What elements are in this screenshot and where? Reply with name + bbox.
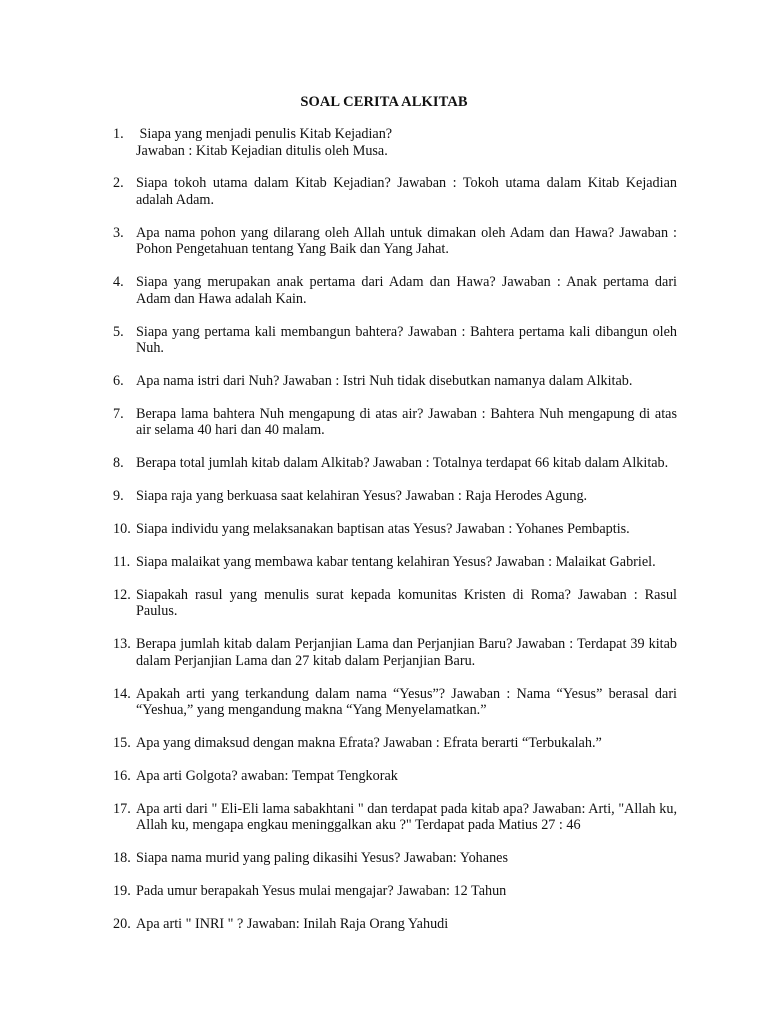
- item-text: Berapa jumlah kitab dalam Perjanjian Lama dan Perjanjian Baru? Jawaban : Terdapat 39 kitab dalam Perjanjian Lama dan 27 kitab dalam Perjanjian Baru.: [136, 636, 677, 669]
- list-item: [113, 455, 677, 472]
- question-list: [113, 126, 677, 949]
- item-number: 11.: [113, 553, 131, 570]
- item-text: Apa arti dari " Eli-Eli lama sabakhtani " dan terdapat pada kitab apa? Jawaban: Arti, "Allah ku, Allah ku, mengapa engkau meninggalkan aku ?" Terdapat pada Matius 27 : 46: [136, 800, 677, 834]
- item-text: Siapa yang pertama kali membangun bahtera? Jawaban : Bahtera pertama kali dibangun oleh Nuh.: [136, 323, 677, 357]
- item-text: Siapa individu yang melaksanakan baptisan atas Yesus? Jawaban : Yohanes Pembaptis.: [136, 521, 630, 538]
- item-text: Pada umur berapakah Yesus mulai mengajar? Jawaban: 12 Tahun: [136, 883, 507, 900]
- item-number: 12.: [113, 586, 131, 603]
- list-item: [113, 916, 677, 933]
- item-number: 2.: [113, 175, 124, 192]
- item-text: Apa yang dimaksud dengan makna Efrata? Jawaban : Efrata berarti “Terbukalah.”: [136, 734, 602, 751]
- list-item: [113, 768, 677, 785]
- list-item: [113, 225, 677, 258]
- item-number: 1.: [113, 126, 124, 142]
- list-item: [113, 801, 677, 834]
- item-text: Siapa yang menjadi penulis Kitab Kejadian?: [136, 126, 393, 142]
- item-text: Siapa malaikat yang membawa kabar tentang kelahiran Yesus? Jawaban : Malaikat Gabriel.: [136, 553, 656, 570]
- list-item: [113, 324, 677, 357]
- item-text: Apa arti " INRI " ? Jawaban: Inilah Raja Orang Yahudi: [136, 915, 449, 932]
- item-number: 17.: [113, 800, 131, 817]
- item-number: 13.: [113, 636, 131, 653]
- item-number: 9.: [113, 488, 124, 505]
- list-item: [113, 126, 677, 159]
- item-number: 18.: [113, 850, 131, 867]
- item-number: 4.: [113, 274, 124, 291]
- document-title: SOAL CERITA ALKITAB: [300, 94, 468, 110]
- item-number: 3.: [113, 224, 124, 241]
- item-text: Siapa tokoh utama dalam Kitab Kejadian? Jawaban : Tokoh utama dalam Kitab Kejadian adalah Adam.: [136, 175, 677, 208]
- list-item: [113, 274, 677, 307]
- item-text: Apakah arti yang terkandung dalam nama “Yesus”? Jawaban : Nama “Yesus” berasal dari “Yeshua,” yang mengandung makna “Yang Menyelamatkan.”: [136, 685, 677, 719]
- list-item: [113, 488, 677, 505]
- item-text: Apa nama istri dari Nuh? Jawaban : Istri Nuh tidak disebutkan namanya dalam Alkitab.: [136, 372, 633, 389]
- item-text: Siapakah rasul yang menulis surat kepada komunitas Kristen di Roma? Jawaban : Rasul Paulus.: [136, 586, 677, 620]
- item-number: 19.: [113, 883, 131, 900]
- item-number: 14.: [113, 685, 131, 702]
- list-item: [113, 636, 677, 669]
- item-number: 20.: [113, 915, 131, 932]
- item-number: 10.: [113, 521, 131, 538]
- item-text: Siapa raja yang berkuasa saat kelahiran Yesus? Jawaban : Raja Herodes Agung.: [136, 488, 588, 505]
- item-text: Berapa lama bahtera Nuh mengapung di atas air? Jawaban : Bahtera Nuh mengapung di atas air selama 40 hari dan 40 malam.: [136, 405, 677, 439]
- item-number: 6.: [113, 372, 124, 389]
- item-text: Apa nama pohon yang dilarang oleh Allah untuk dimakan oleh Adam dan Hawa? Jawaban : Pohon Pengetahuan tentang Yang Baik dan Yang Jahat.: [136, 224, 677, 258]
- list-item: [113, 850, 677, 867]
- item-number: 15.: [113, 734, 131, 751]
- item-text: Berapa total jumlah kitab dalam Alkitab? Jawaban : Totalnya terdapat 66 kitab dalam Alkitab.: [136, 455, 669, 472]
- item-number: 7.: [113, 405, 124, 422]
- list-item: [113, 735, 677, 752]
- list-item: [113, 406, 677, 439]
- list-item: [113, 686, 677, 719]
- list-item: [113, 521, 677, 538]
- item-number: 5.: [113, 323, 124, 340]
- item-text: Siapa nama murid yang paling dikasihi Yesus? Jawaban: Yohanes: [136, 850, 508, 867]
- list-item: [113, 587, 677, 620]
- item-answer: Jawaban : Kitab Kejadian ditulis oleh Musa.: [136, 142, 388, 159]
- item-number: 16.: [113, 767, 131, 784]
- list-item: [113, 883, 677, 900]
- item-text: Apa arti Golgota? awaban: Tempat Tengkorak: [136, 767, 398, 784]
- list-item: [113, 373, 677, 390]
- item-number: 8.: [113, 455, 124, 472]
- item-text: Siapa yang merupakan anak pertama dari Adam dan Hawa? Jawaban : Anak pertama dari Adam dan Hawa adalah Kain.: [136, 274, 677, 307]
- list-item: [113, 175, 677, 208]
- list-item: [113, 554, 677, 571]
